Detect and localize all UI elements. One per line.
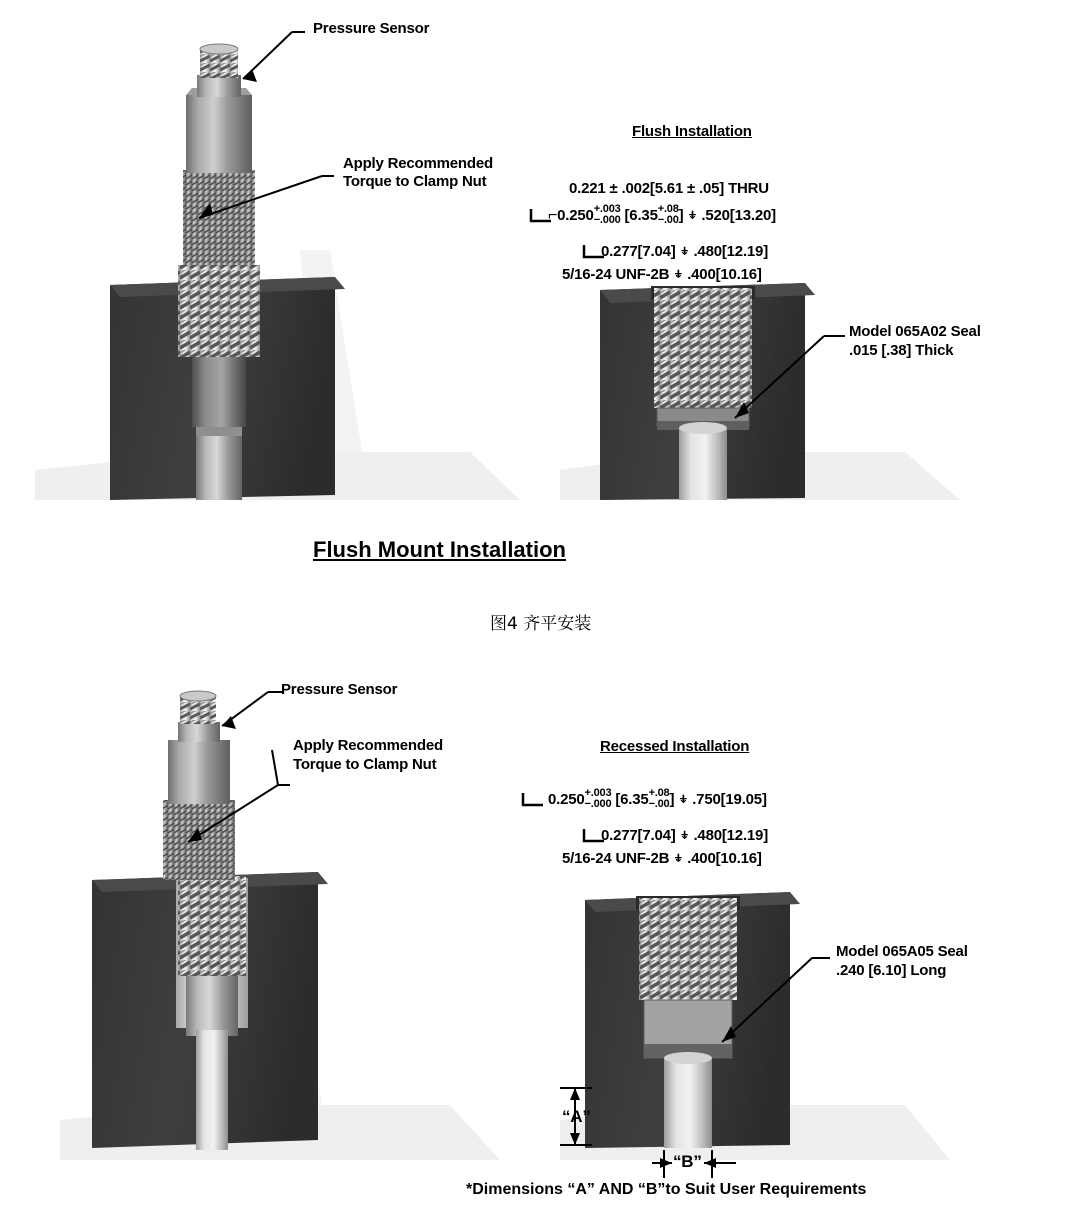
callout-seal-bottom-line2: .240 [6.10] Long — [836, 962, 947, 979]
counterbore-symbol-flush-2 — [582, 242, 608, 262]
spec-recessed-line1-tolerance: +.003 −.000 — [584, 787, 612, 811]
spec-recessed-line3-value: 5/16-24 UNF-2B — [562, 850, 670, 867]
counterbore-symbol-recessed-1 — [521, 790, 547, 810]
spec-flush-line2-value: 0.250 — [557, 207, 594, 224]
spec-recessed-line1: 0.250 +.003 −.000 [6.35 +.08 −.00 ] ⍖ .750[19.05] — [548, 787, 767, 811]
spec-flush-line1: 0.221 ± .002[5.61 ± .05] THRU — [569, 180, 769, 197]
flush-left-assembly — [35, 44, 520, 500]
spec-recessed-line2: 0.277[7.04] ⍖ .480[12.19] — [601, 825, 768, 844]
callout-torque-top-line1: Apply Recommended — [343, 155, 493, 172]
spec-recessed-line1-metric-tolerance: +.08 −.00 — [648, 787, 670, 811]
spec-recessed-line1-value: 0.250 — [548, 791, 585, 808]
spec-flush-line2-tolerance: +.003 −.000 — [593, 203, 621, 227]
spec-flush-line3-value: 0.277[7.04] — [601, 243, 676, 260]
callout-pressure-sensor-top: Pressure Sensor — [313, 20, 430, 37]
spec-flush-line3: 0.277[7.04] ⍖ .480[12.19] — [601, 241, 768, 260]
spec-recessed-line3-depth: .400[10.16] — [687, 850, 762, 867]
callout-seal-bottom-line1: Model 065A05 Seal — [836, 943, 968, 960]
spec-flush-line2-metric: [6.35 — [624, 207, 658, 224]
callout-seal-top-line2: .015 [.38] Thick — [849, 342, 954, 359]
spec-flush-line2: ⌐0.250 +.003 −.000 [6.35 +.08 −.00 ] ⍖ .520[13.20] — [548, 203, 776, 227]
recessed-right-section — [560, 892, 950, 1160]
figure-footnote: *Dimensions “A” AND “B”to Suit User Requirements — [466, 1181, 867, 1198]
spec-title-flush: Flush Installation — [632, 123, 752, 140]
spec-recessed-line1-metric: [6.35 — [615, 791, 649, 808]
counterbore-symbol-flush-1 — [529, 206, 555, 226]
spec-recessed-line3: 5/16-24 UNF-2B ⍖ .400[10.16] — [562, 848, 762, 867]
figure-title: Flush Mount Installation — [313, 537, 566, 562]
dimension-label-b: “B” — [673, 1152, 702, 1171]
spec-flush-line4: 5/16-24 UNF-2B ⍖ .400[10.16] — [562, 264, 762, 283]
dimension-label-a: “A” — [562, 1107, 591, 1126]
spec-flush-line4-depth: .400[10.16] — [687, 266, 762, 283]
callout-torque-bottom-line1: Apply Recommended — [293, 737, 443, 754]
spec-title-recessed: Recessed Installation — [600, 738, 750, 755]
spec-recessed-line2-depth: .480[12.19] — [693, 827, 768, 844]
flush-right-section — [560, 283, 960, 500]
spec-flush-line4-value: 5/16-24 UNF-2B — [562, 266, 670, 283]
callout-seal-top-line1: Model 065A02 Seal — [849, 323, 981, 340]
figure-caption-chinese: 图4 齐平安装 — [490, 614, 592, 634]
spec-recessed-line1-depth: .750[19.05] — [692, 791, 767, 808]
callout-torque-bottom-line2: Torque to Clamp Nut — [293, 756, 437, 773]
counterbore-symbol-recessed-2 — [582, 826, 608, 846]
spec-flush-line2-metric-tolerance: +.08 −.00 — [657, 203, 679, 227]
callout-pressure-sensor-bottom: Pressure Sensor — [281, 681, 398, 698]
spec-flush-line3-depth: .480[12.19] — [693, 243, 768, 260]
callout-torque-top-line2: Torque to Clamp Nut — [343, 173, 487, 190]
spec-recessed-line2-value: 0.277[7.04] — [601, 827, 676, 844]
spec-flush-line2-depth: .520[13.20] — [701, 207, 776, 224]
